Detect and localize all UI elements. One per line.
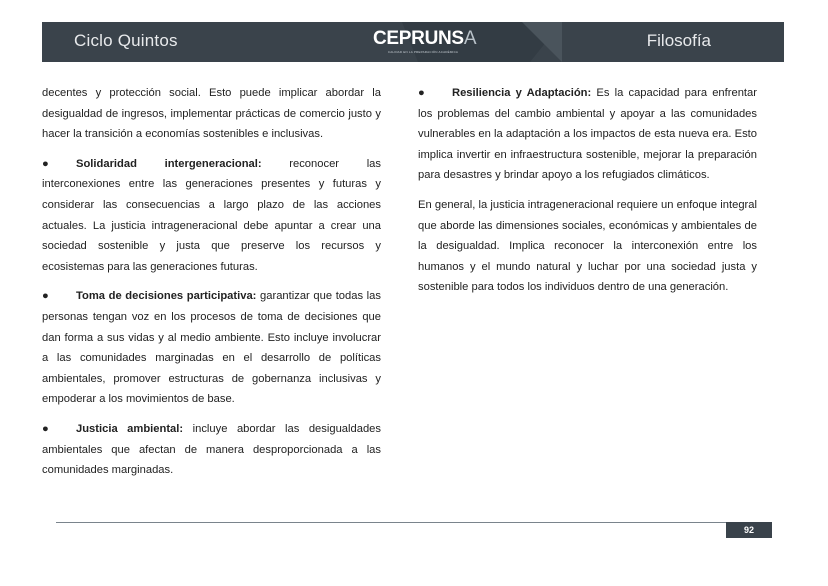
list-item-text: Es la capacidad para enfrentar los problemas del cambio ambiental y apoyar a las comunidades vulnerables en la adaptación a los impactos de esta nueva era. Esto implica invertir en infraestructura sostenible, mejorar la preparación para desastres y brindar apoyo a los refugiados climáticos. bbox=[418, 87, 757, 182]
paragraph: decentes y protección social. Esto puede implicar abordar la desigualdad de ingresos, implementar prácticas de comercio justo y hacer la transición a economías sostenibles e inclusivas. bbox=[42, 87, 381, 141]
left-column bbox=[42, 83, 381, 490]
course-title: Ciclo Quintos bbox=[74, 31, 178, 50]
list-item bbox=[42, 154, 381, 278]
page-number: 92 bbox=[726, 522, 772, 538]
list-item-text: garantizar que todas las personas tengan voz en los procesos de toma de decisiones que dan forma a sus vidas y al medio ambiente. Esto incluye involucrar a las comunidades marginadas en el desarrollo de políticas ambientales, promover estructuras de gobernanza inclusivas y empoderar a los movimientos de base. bbox=[42, 290, 381, 406]
bullet-icon: ● bbox=[42, 290, 49, 303]
list-item bbox=[42, 419, 381, 481]
subject-title: Filosofía bbox=[646, 31, 711, 50]
right-column bbox=[418, 83, 757, 307]
bullet-icon: ● bbox=[42, 157, 49, 170]
list-item-text: reconocer las interconexiones entre las generaciones presentes y futuras y considerar las consecuencias a largo plazo de las acciones actuales. La justicia intrageneracional debe apuntar a crear una sociedad sostenible y justa que preserve los recursos y ecosistemas para las generaciones futuras. bbox=[42, 157, 381, 273]
footer-divider bbox=[56, 522, 727, 523]
list-item-text: incluye abordar las desigualdades ambientales que afectan de manera desproporcionada a las comunidades marginadas. bbox=[42, 422, 381, 477]
list-item bbox=[42, 286, 381, 410]
header-decoration-wedge bbox=[522, 22, 562, 62]
bullet-icon: ● bbox=[418, 87, 425, 99]
list-item bbox=[418, 83, 757, 186]
page-header bbox=[42, 22, 784, 62]
cepruns-logo bbox=[373, 28, 477, 58]
logo-accent-text: A bbox=[463, 28, 477, 49]
list-item-term: Resiliencia y Adaptación: bbox=[452, 87, 592, 99]
list-item-term: Solidaridad intergeneracional: bbox=[76, 157, 262, 170]
logo-main-text: CEPRUNS bbox=[373, 28, 464, 49]
paragraph: En general, la justicia intrageneracional requiere un enfoque integral que aborde las dimensiones sociales, económicas y ambientales de la desigualdad. Implica reconocer la interconexión entre los humanos y el mundo natural y luchar por una sociedad justa y sostenible para todos los individuos dentro de una generación. bbox=[418, 198, 757, 294]
logo-tagline: CALIDAD EN LA PREPARACIÓN ACADÉMICA bbox=[387, 50, 459, 54]
list-item-term: Toma de decisiones participativa: bbox=[76, 290, 257, 303]
list-item-term: Justicia ambiental: bbox=[76, 422, 184, 435]
bullet-icon: ● bbox=[42, 422, 49, 435]
